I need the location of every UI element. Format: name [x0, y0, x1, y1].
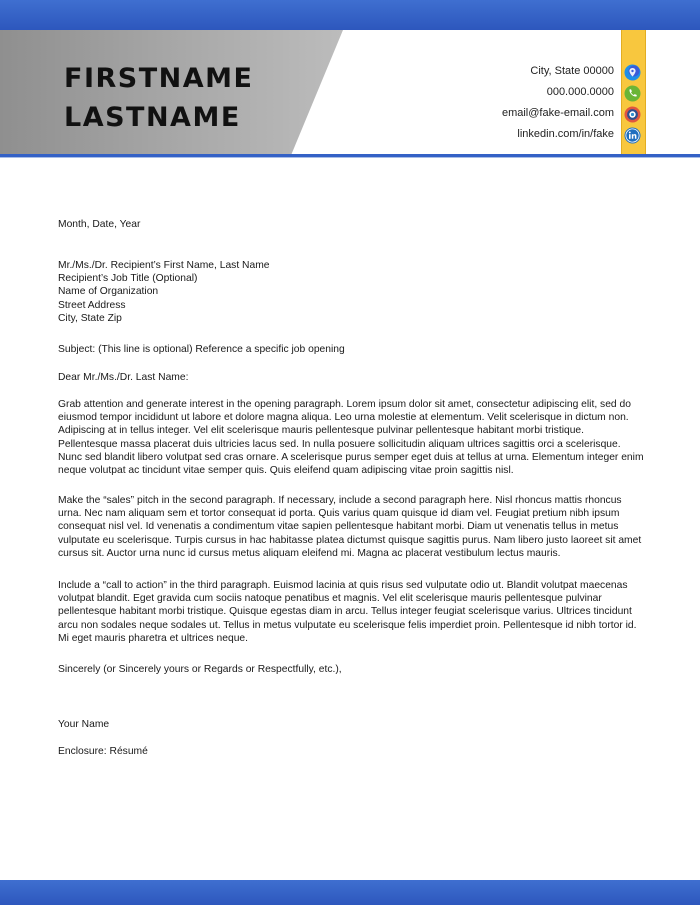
phone-icon — [624, 85, 641, 102]
contact-linkedin[interactable]: linkedin.com/in/fake — [517, 128, 614, 140]
signature-name: Your Name — [58, 719, 110, 730]
paragraph-opening: Grab attention and generate interest in the opening paragraph. Lorem ipsum dolor sit amet, consectetur adipiscing elit, sed do eiusmod tempor incididunt ut labore et dolore magna aliqua. Leo urna molestie at elementum. Velit scelerisque in dictum non. Adipiscing at in tellus integer. Vel elit scelerisque mauris pellentesque pulvinar pellentesque habitant morbi tristique. Pellentesque massa placerat duis ultricies lacus sed. In nulla posuere sollicitudin aliquam ultrices sagittis orci a scelerisque. Nunc sed blandit libero volutpat sed cras ornare. A scelerisque purus semper eget duis at tellus at urna. Elementum integer enim neque volutpat ac tincidunt vitae semper quis. Quis eleifend quam adipiscing vitae proin sagittis nisl. — [58, 399, 644, 477]
recipient-organization: Name of Organization — [58, 286, 159, 298]
subject-line: Subject: (This line is optional) Reference a specific job opening — [58, 344, 345, 355]
email-icon — [624, 106, 641, 123]
contact-email[interactable]: email@fake-email.com — [501, 107, 614, 119]
recipient-street: Street Address — [58, 299, 126, 311]
letter-date: Month, Date, Year — [58, 219, 141, 230]
salutation: Dear Mr./Ms./Dr. Last Name: — [58, 372, 189, 383]
paragraph-call-to-action: Include a “call to action” in the third paragraph. Euismod lacinia at quis risus sed vulputate odio ut. Blandit volutpat maecenas volutpat blandit. Eget gravida cum sociis natoque penatibus et magnis. Vel elit scelerisque mauris pellentesque pulvinar pellentesque habitant morbi tristique. Quisque egestas diam in arcu. Tellus integer feugiat scelerisque varius. Ultrices tincidunt arcu non sodales neque sodales ut. Tellus in metus vulputate eu scelerisque felis imperdiet proin. Pellentesque id nibh tortor id. Mi eget mauris pharetra et ultrices neque. — [58, 580, 637, 644]
header-divider-light — [0, 157, 700, 158]
paragraph-sales-pitch: Make the “sales” pitch in the second paragraph. If necessary, include a second paragraph here. Nisl rhoncus mattis rhoncus urna. Nec nam aliquam sem et tortor consequat id porta. Quis varius quam quisque id diam vel. Feugiat pretium nibh ipsum consequat nisl vel. Id venenatis a condimentum vitae sapien pellentesque habitant morbi. Diam ut venenatis tellus in metus vulputate eu scelerisque. Turpis cursus in hac habitasse platea dictumst quisque sagittis purus. Nam libero justo laoreet sit amet cursus sit. Auctor urna nunc id cursus metus aliquam eleifend mi. Magna ac placerat vestibulum lectus mauris. — [58, 495, 642, 559]
recipient-name: Mr./Ms./Dr. Recipient’s First Name, Last Name — [58, 260, 270, 271]
location-icon — [624, 64, 641, 81]
recipient-block — [58, 259, 644, 325]
last-name: LASTNAME — [64, 102, 241, 133]
closing: Sincerely (or Sincerely yours or Regards or Respectfully, etc.), — [58, 664, 342, 675]
recipient-title: Recipient’s Job Title (Optional) — [58, 273, 198, 285]
contact-phone: 000.000.0000 — [546, 86, 614, 98]
bottom-accent-bar — [0, 880, 700, 905]
linkedin-icon — [624, 127, 641, 144]
enclosure-line: Enclosure: Résumé — [58, 746, 148, 757]
first-name: FIRSTNAME — [64, 63, 254, 94]
contact-location: City, State 00000 — [530, 65, 614, 77]
top-accent-bar — [0, 0, 700, 30]
recipient-city: City, State Zip — [58, 312, 122, 324]
